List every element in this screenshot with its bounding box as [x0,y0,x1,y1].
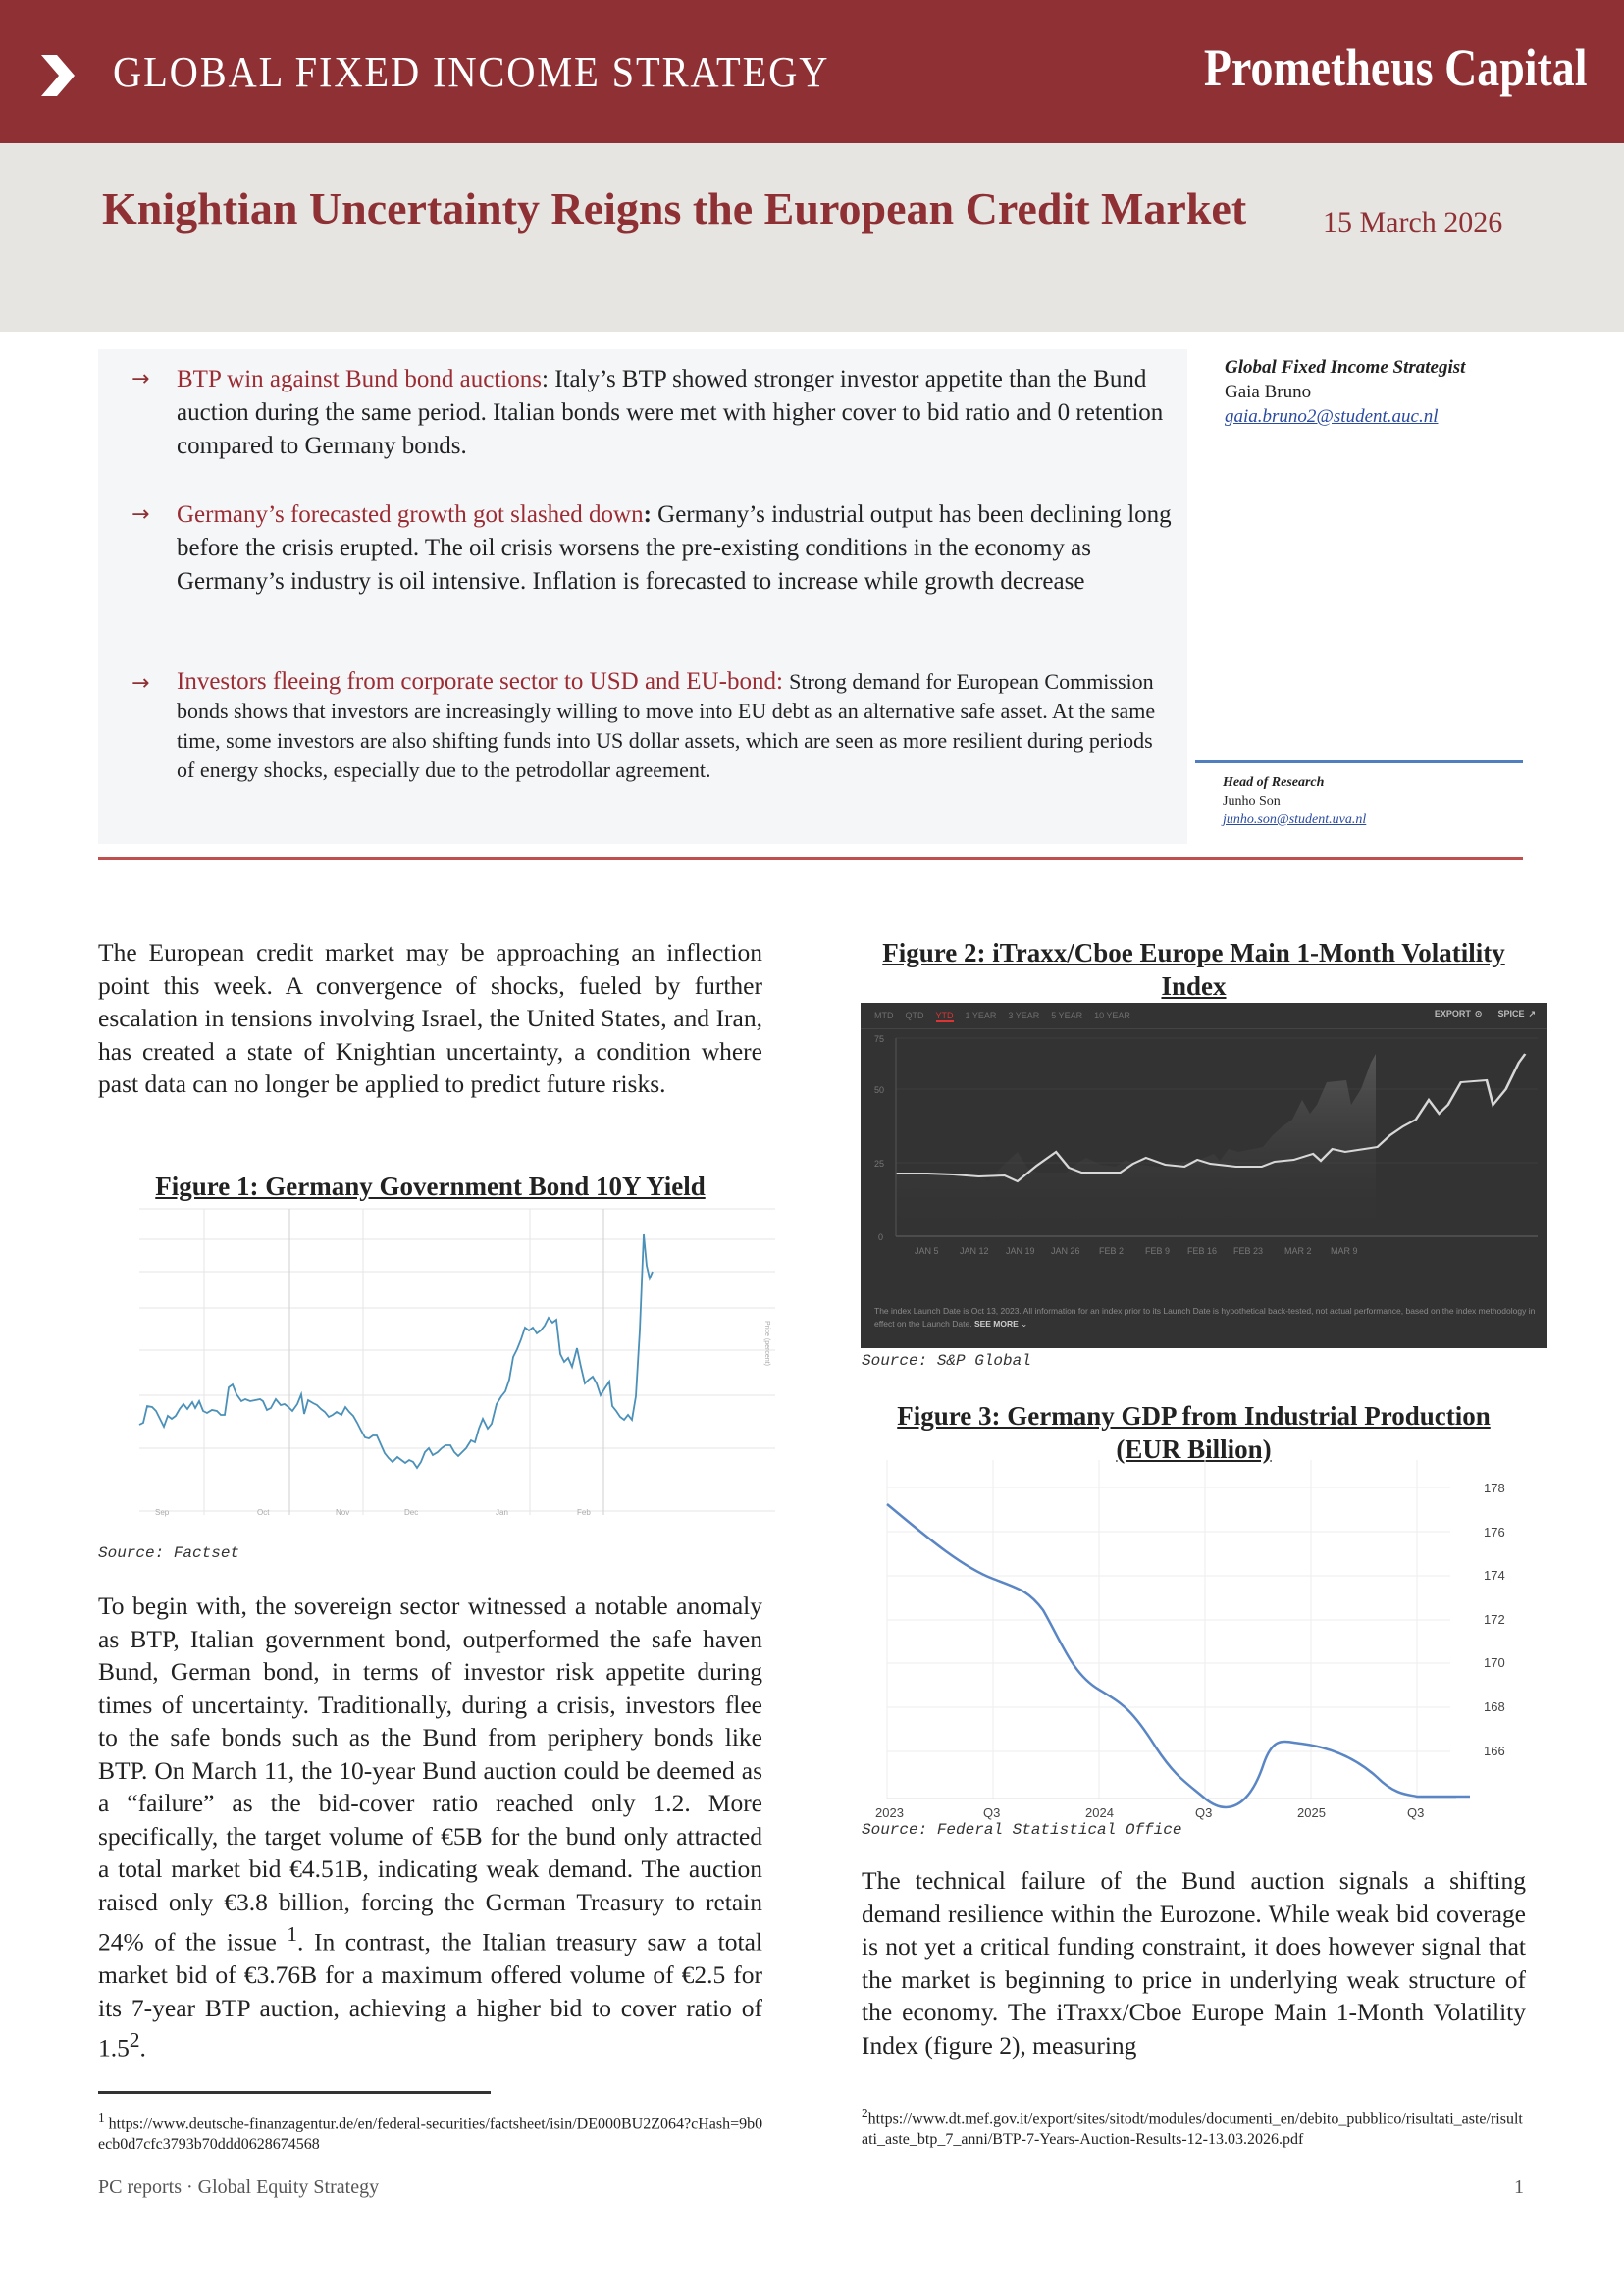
svg-text:2023: 2023 [875,1805,904,1820]
tab-1-year[interactable]: 1 YEAR [965,1011,997,1020]
tab-qtd[interactable]: QTD [905,1011,924,1020]
chevron-down-icon[interactable]: ⌄ [1018,1319,1028,1329]
svg-text:Q3: Q3 [983,1805,1001,1820]
svg-text:2024: 2024 [1085,1805,1114,1820]
footnote-2 [862,2103,1529,2150]
figure-2-chart [861,1003,1547,1348]
svg-text:178: 178 [1484,1481,1505,1495]
paragraph-text: . [139,2033,146,2062]
author-role: Global Fixed Income Strategist [1225,357,1466,378]
report-date: 15 March 2026 [1323,206,1503,238]
footnote-mark: 2 [862,2106,868,2120]
spice-link[interactable]: SPICE [1497,1009,1525,1018]
arrow-right-icon: → [131,502,150,527]
bullet-sep: : [541,366,555,392]
svg-text:Sep: Sep [155,1508,170,1517]
svg-text:Oct: Oct [257,1508,270,1517]
bullet-text: Germany’s industrial output has been declining long before the crisis erupted. The oil crisis worsens the pre-existing conditions in the economy as Germany’s industry is oil intensive. Inflation is forecasted to increase while growth decrease [177,501,1172,595]
external-link-icon[interactable]: ↗ [1528,1009,1536,1018]
intro-paragraph: The European credit market may be approaching an inflection point this week. A convergence of shocks, fueled by further escalation in tensions involving Israel, the United States, and Iran, has created a state of Knightian uncertainty, a condition where past data can no longer be applied to predict future risks. [98,938,762,1098]
arrow-right-icon: → [131,671,150,696]
arrow-right-icon: → [131,367,150,391]
bullet-text: Strong demand for European Commission bonds shows that investors are increasingly willing to move into EU debt as an alternative safe asset. At the same time, some investors are also shifting funds into US dollar assets, which are seen as more resilient during periods of energy shocks, especially due to the petrodollar agreement. [177,669,1156,782]
svg-text:168: 168 [1484,1699,1505,1714]
disclaimer-text: The index Launch Date is Oct 13, 2023. All information for an index prior to its Launch Date is hypothetical back-tested, not actual performance, based on the index methodology in effect on the Launch Date. [874,1306,1536,1329]
report-title: Knightian Uncertainty Reigns the European Credit Market [102,183,1247,234]
author-role: Head of Research [1223,775,1325,790]
divider [98,857,1523,860]
svg-text:Jan: Jan [496,1508,508,1517]
tab-5-year[interactable]: 5 YEAR [1051,1011,1083,1020]
figure-3-source: Source: Federal Statistical Office [862,1821,1182,1839]
svg-text:JAN 5: JAN 5 [915,1246,939,1256]
tab-ytd[interactable]: YTD [935,1011,954,1020]
paragraph-text: . In contrast, the Italian treasury saw a total market bid of €3.76B for a maximum offered volume of €2.5 for its 7-year BTP auction, achieving a higher bid to cover ratio of 1.5 [98,1927,762,2062]
bullet-lead: Germany’s forecasted growth got slashed down [177,501,644,528]
bullet-sep: : [643,501,658,528]
author-card [1223,773,1366,829]
footnote-1-link[interactable]: https://www.deutsche-finanzagentur.de/en/federal-securities/factsheet/isin/DE000BU2Z064?cHash=9b0ecb0d7cfc3793b70ddd0628674568 [98,2115,763,2154]
svg-text:FEB 9: FEB 9 [1145,1246,1171,1256]
tab-3-year[interactable]: 3 YEAR [1008,1011,1040,1020]
see-more-button[interactable]: SEE MORE [973,1319,1019,1329]
svg-text:172: 172 [1484,1612,1505,1627]
bullet-lead: BTP win against Bund bond auctions [177,366,542,392]
summary-bullet [131,667,1172,785]
page-number: 1 [1514,2176,1524,2198]
divider [1195,760,1523,763]
bullet-lead: Investors fleeing from corporate sector to USD and EU-bond: [177,668,783,695]
svg-text:0: 0 [878,1232,884,1242]
author-email-link[interactable]: junho.son@student.uva.nl [1223,812,1367,827]
svg-text:176: 176 [1484,1525,1505,1539]
svg-text:FEB 23: FEB 23 [1233,1246,1264,1256]
tab-mtd[interactable]: MTD [874,1011,894,1020]
body-paragraph: The technical failure of the Bund auction signals a shifting demand resilience within the Eurozone. While weak bid coverage is not yet a critical funding constraint, it does however signal that the market is beginning to price in underlying weak structure of the economy. The iTraxx/Cboe Europe Main 1-Month Volatility Index (figure 2), measuring [862,1866,1526,2060]
footnote-divider [98,2091,491,2094]
summary-bullet [131,498,1172,599]
footnote-mark: 1 [98,2111,105,2125]
export-button[interactable]: EXPORT [1434,1009,1471,1018]
svg-text:25: 25 [874,1159,885,1169]
summary-box [98,349,1187,844]
footer-label: PC reports · Global Equity Strategy [98,2176,380,2198]
figure-1-title: Figure 1: Germany Government Bond 10Y Yield [155,1172,706,1201]
svg-text:174: 174 [1484,1568,1505,1583]
header-bar [0,0,1624,143]
chevron-right-icon [41,55,86,96]
svg-text:170: 170 [1484,1655,1505,1670]
footnote-ref-2[interactable]: 2 [129,2028,140,2052]
range-tabs [874,1011,1130,1020]
svg-text:FEB 2: FEB 2 [1099,1246,1125,1256]
footnote-ref-1[interactable]: 1 [287,1922,298,1946]
svg-text:75: 75 [874,1034,885,1044]
svg-text:Price (percent): Price (percent) [763,1321,770,1366]
svg-text:MAR 2: MAR 2 [1284,1246,1312,1256]
chevron-down-circle-icon[interactable]: ⊙ [1474,1009,1483,1018]
svg-text:Nov: Nov [336,1508,350,1517]
bullet-text: Italy’s BTP showed stronger investor appetite than the Bund auction during the same period. Italian bonds were met with higher cover to bid ratio and 0 retention compared to Germany bonds. [177,366,1164,459]
title-band [0,143,1624,332]
figure-1-chart [128,1205,795,1517]
svg-text:166: 166 [1484,1744,1505,1758]
svg-text:2025: 2025 [1297,1805,1326,1820]
section-title: GLOBAL FIXED INCOME STRATEGY [113,48,830,96]
author-card [1225,355,1465,429]
svg-text:MAR 9: MAR 9 [1331,1246,1358,1256]
svg-text:Feb: Feb [577,1508,591,1517]
footnote-1 [98,2108,765,2155]
figure-2-title: Figure 2: iTraxx/Cboe Europe Main 1-Month Volatility Index [882,938,1505,1001]
body-paragraph [98,1590,762,2064]
svg-text:JAN 12: JAN 12 [960,1246,989,1256]
svg-text:50: 50 [874,1085,885,1095]
figure-1-source: Source: Factset [98,1544,240,1562]
tab-10-year[interactable]: 10 YEAR [1094,1011,1130,1020]
author-name: Junho Son [1223,794,1281,808]
figure-2-source: Source: S&P Global [862,1352,1031,1370]
svg-text:JAN 19: JAN 19 [1006,1246,1035,1256]
author-name: Gaia Bruno [1225,382,1312,402]
figure-3-title: Figure 3: Germany GDP from Industrial Production (EUR Billion) [897,1401,1491,1464]
paragraph-text: To begin with, the sovereign sector witnessed a notable anomaly as BTP, Italian government bond, outperformed the safe haven Bund, German bond, in terms of investor risk appetite during times of uncertainty. Traditionally, during a crisis, investors flee to the safe bonds such as the Bund from periphery bonds like BTP. On March 11, the 10-year Bund auction could be deemed as a “failure” as the bid-cover ratio reached only 1.2. More specifically, the target volume of €5B for the bund only attracted a total market bid €4.51B, indicating weak demand. The auction raised only €3.8 billion, forcing the German Treasury to retain 24% of the issue [98,1591,762,1956]
svg-text:Q3: Q3 [1195,1805,1213,1820]
figure-3-chart [862,1460,1529,1823]
svg-text:JAN 26: JAN 26 [1051,1246,1080,1256]
svg-text:Dec: Dec [404,1508,419,1517]
brand-logo: Prometheus Capital [1203,38,1587,97]
footnote-2-link[interactable]: https://www.dt.mef.gov.it/export/sites/sitodt/modules/documenti_en/debito_pubblico/risultati_aste/risultati_aste_btp_7_anni/BTP-7-Years-Auction-Results-12-13.03.2026.pdf [862,2111,1523,2149]
svg-text:Q3: Q3 [1407,1805,1425,1820]
author-email-link[interactable]: gaia.bruno2@student.auc.nl [1225,406,1439,427]
summary-bullet [131,363,1172,463]
index-disclaimer [874,1305,1542,1330]
svg-text:FEB 16: FEB 16 [1187,1246,1218,1256]
